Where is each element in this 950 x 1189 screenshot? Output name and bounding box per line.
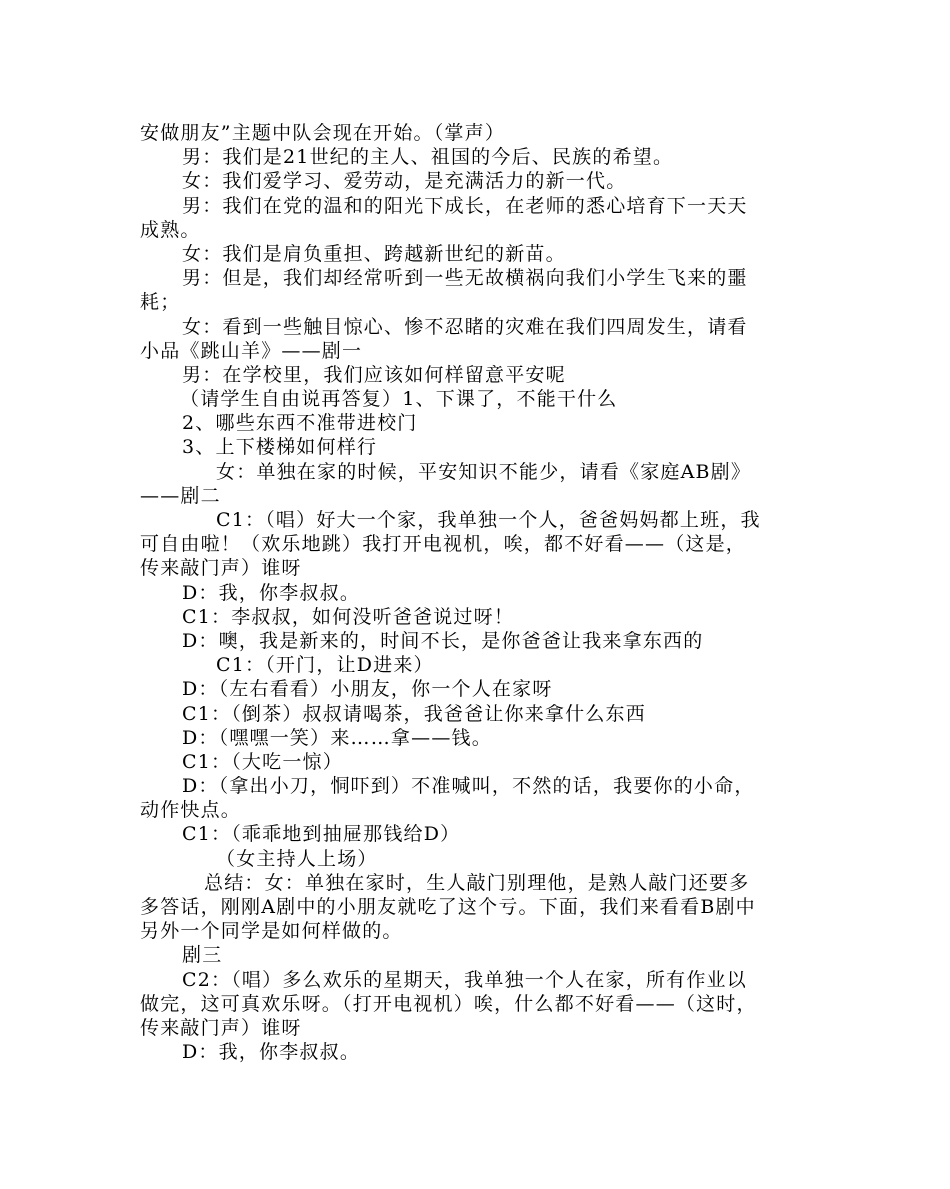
text-line: ——剧二 [140,484,221,507]
text-line: 男：但是，我们却经常听到一些无故横祸向我们小学生飞来的噩 [182,267,748,290]
text-line: 耗； [140,291,181,314]
text-line: D：（拿出小刀，恫吓到）不准喊叫，不然的话，我要你的小命， [182,775,755,798]
text-line: D：我，你李叔叔。 [182,581,361,604]
text-line: C1：（倒茶）叔叔请喝茶，我爸爸让你来拿什么东西 [182,702,646,725]
text-line: 多答话，刚刚A剧中的小朋友就吃了这个亏。下面，我们来看看B剧中 [140,896,756,918]
text-line: D：噢，我是新来的，时间不长，是你爸爸让我来拿东西的 [182,629,704,652]
text-line: 剧三 [182,944,223,967]
text-line: C2：（唱）多么欢乐的星期天，我单独一个人在家，所有作业以 [182,968,747,991]
text-line: 总结：女：单独在家时，生人敲门别理他，是熟人敲门还要多 [204,871,750,894]
text-line: 男：我们是21世纪的主人、祖国的今后、民族的希望。 [182,146,674,169]
text-line: C1：（大吃一惊） [182,750,343,773]
text-line: 男：在学校里，我们应该如何样留意平安呢 [182,363,566,386]
text-line: 小品《跳山羊》——剧一 [140,339,363,362]
text-line: D：我，你李叔叔。 [182,1041,361,1064]
text-line: 成熟。 [140,218,201,241]
text-line: 2、哪些东西不准带进校门 [182,412,418,435]
text-line: 动作快点。 [140,799,242,822]
document-body [140,121,820,1064]
text-line: 女：我们爱学习、爱劳动，是充满活力的新一代。 [182,170,627,193]
text-line: （女主持人上场） [216,847,378,870]
text-line: C1：（乖乖地到抽屉那钱给D） [182,823,461,846]
text-line: 女：单独在家的时候，平安知识不能少，请看《家庭AB剧》 [216,460,752,483]
text-line: 男：我们在党的温和的阳光下成长，在老师的悉心培育下一天天 [182,194,748,217]
text-line: 女：看到一些触目惊心、惨不忍睹的灾难在我们四周发生，请看 [182,315,748,338]
text-line: 可自由啦！（欢乐地跳）我打开电视机，唉，都不好看——（这是， [140,533,747,556]
text-line: C1：李叔叔，如何没听爸爸说过呀！ [182,605,515,628]
text-line: 传来敲门声）谁呀 [140,557,302,580]
text-line: 3、上下楼梯如何样行 [182,436,378,459]
text-line: 安做朋友”主题中队会现在开始。（掌声） [140,122,506,144]
text-line: D：（嘿嘿一笑）来……拿——钱。 [182,726,492,749]
text-line: 传来敲门声）谁呀 [140,1016,302,1039]
text-line: 女：我们是肩负重担、跨越新世纪的新苗。 [182,242,566,265]
text-line: 做完，这可真欢乐呀。（打开电视机）唉，什么都不好看——（这时， [140,992,757,1015]
text-line: D：（左右看看）小朋友，你一个人在家呀 [182,678,553,701]
text-line: C1：（唱）好大一个家，我单独一个人，爸爸妈妈都上班，我 [216,509,761,531]
text-line: （请学生自由说再答复）1、下课了，不能干什么 [180,388,618,411]
text-line: C1：（开门，让D进来） [216,654,434,677]
text-line: 另外一个同学是如何样做的。 [140,920,403,943]
